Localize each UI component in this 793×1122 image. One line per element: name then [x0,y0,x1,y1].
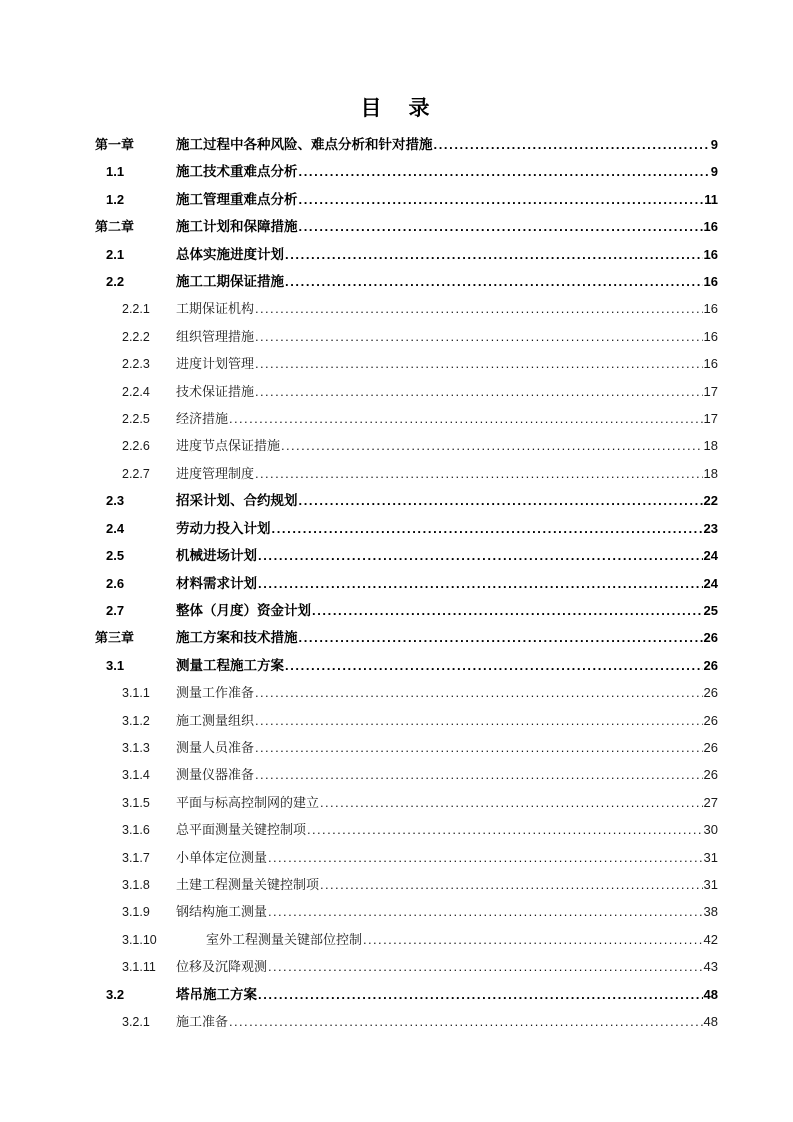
leader-dots [299,213,703,240]
toc-entry-title: 施工测量组织 [176,712,255,728]
toc-page-number: 48 [703,986,718,1002]
toc-entry-number: 2.2.2 [122,329,150,344]
toc-entry-number: 2.2.3 [122,357,150,372]
toc-page-number: 17 [703,411,718,427]
toc-page-number: 31 [703,849,718,865]
toc-page-number: 16 [703,246,718,262]
toc-entry-title: 进度计划管理 [176,356,255,372]
toc-entry[interactable] [0,158,793,185]
toc-page-number: 42 [703,931,718,947]
toc-entry-title: 施工准备 [176,1014,229,1029]
toc-page-number: 26 [703,739,718,755]
toc-entry-number: 2.2.4 [122,384,150,399]
toc-entry-title: 材料需求计划 [176,575,257,591]
toc-entry[interactable] [0,734,793,761]
toc-entry[interactable] [0,350,793,377]
toc-entry-title: 劳动力投入计划 [176,520,271,536]
toc-page-number: 24 [703,548,718,564]
toc-entry-number: 3.1.3 [122,740,150,755]
toc-entry-number: 第三章 [95,630,135,646]
toc-page-number: 26 [703,767,718,783]
leader-dots [307,816,703,843]
toc-entry-number: 2.1 [106,246,125,262]
toc-page-number: 26 [703,685,718,701]
toc-entry[interactable] [0,898,793,925]
toc-page-number: 9 [710,164,718,180]
leader-dots [255,295,703,322]
leader-dots [285,652,703,679]
toc-entry[interactable] [0,378,793,405]
leader-dots [258,981,703,1008]
toc-entry[interactable] [0,186,793,213]
toc-entry[interactable] [0,570,793,597]
toc-entry-number: 3.2.1 [122,1015,150,1029]
toc-entry-title: 测量人员准备 [176,739,255,755]
toc-page-number: 48 [703,1014,718,1029]
toc-entry-title: 位移及沉降观测 [176,959,268,975]
toc-entry-number: 3.1.1 [122,686,150,701]
toc-entry-title: 室外工程测量关键部位控制 [206,931,363,947]
toc-page-number: 31 [703,876,718,892]
toc-entry-title: 组织管理措施 [176,328,255,344]
leader-dots [229,1008,703,1035]
toc-entry-title: 总平面测量关键控制项 [176,822,307,838]
toc-entry-number: 2.2.5 [122,412,150,427]
toc-entry-title: 总体实施进度计划 [176,246,284,262]
toc-entry-number: 2.7 [106,602,125,618]
toc-entry[interactable] [0,405,793,432]
leader-dots [272,515,703,542]
leader-dots [285,268,703,295]
leader-dots [299,624,703,651]
toc-entry-number: 1.1 [106,164,125,180]
toc-page-number: 43 [703,959,718,975]
toc-entry[interactable] [0,213,793,240]
toc-entry[interactable] [0,131,793,158]
toc-entry-number: 3.1.11 [122,960,156,975]
leader-dots [255,460,703,487]
toc-entry-number: 3.2 [106,986,125,1002]
leader-dots [299,158,710,185]
toc-entry-title: 钢结构施工测量 [176,904,268,920]
toc-entry[interactable] [0,460,793,487]
toc-entry[interactable] [0,953,793,980]
leader-dots [255,378,703,405]
leader-dots [255,707,703,734]
toc-entry-title: 整体（月度）资金计划 [176,602,311,618]
toc-entry-title: 施工过程中各种风险、难点分析和针对措施 [176,137,433,152]
toc-entry-number: 3.1.9 [122,905,150,920]
toc-entry[interactable] [0,926,793,953]
leader-dots [255,323,703,350]
leader-dots [363,926,703,953]
toc-page-number: 26 [703,630,718,646]
toc-entry-title: 施工计划和保障措施 [176,219,298,235]
toc-page-number: 11 [704,191,718,207]
toc-entry-number: 3.1.4 [122,768,150,783]
toc-entry-number: 3.1.10 [122,932,157,947]
toc-entry-title: 小单体定位测量 [176,849,268,865]
toc-page-number: 17 [703,383,718,399]
toc-entry[interactable] [0,241,793,268]
toc-entry[interactable] [0,487,793,514]
leader-dots [255,679,703,706]
toc-entry-title: 进度节点保证措施 [176,438,281,454]
leader-dots [258,542,703,569]
leader-dots [255,350,703,377]
toc-entry-title: 平面与标高控制网的建立 [176,794,320,810]
toc-entry-title: 测量工程施工方案 [176,657,284,673]
toc-entry-number: 2.2.7 [122,466,150,481]
toc-entry[interactable] [0,597,793,624]
toc-entry-number: 3.1 [106,657,125,673]
toc-page-number: 26 [703,657,718,673]
toc-entry[interactable] [0,542,793,569]
toc-entry[interactable] [0,871,793,898]
toc-page-number: 38 [703,904,718,920]
toc-entry-number: 3.1.6 [122,823,150,838]
toc-entry[interactable] [0,789,793,816]
toc-entry-title: 经济措施 [176,411,229,427]
toc-entry-title: 招采计划、合约规划 [176,493,298,509]
toc-entry[interactable] [0,816,793,843]
leader-dots [229,405,703,432]
toc-entry-number: 3.1.7 [122,850,150,865]
toc-page-number: 18 [703,465,718,481]
toc-entry[interactable] [0,268,793,295]
leader-dots [255,761,703,788]
toc-page-number: 27 [703,794,718,810]
toc-entry-number: 2.4 [106,520,125,536]
toc-page-number: 16 [703,274,718,290]
toc-entry-number: 2.6 [106,575,125,591]
toc-entry[interactable] [0,844,793,871]
toc-entry-title: 施工管理重难点分析 [176,191,298,207]
toc-entry[interactable] [0,624,793,651]
leader-dots [285,241,703,268]
leader-dots [268,844,703,871]
toc-page-number: 16 [703,301,718,317]
toc-page-number: 25 [703,602,718,618]
toc-entry[interactable] [0,981,793,1008]
toc-page-number: 23 [703,520,718,536]
toc-page-number: 16 [703,219,718,235]
toc-page-number: 30 [703,822,718,838]
leader-dots [299,186,704,213]
toc-entry-number: 第一章 [95,137,135,152]
toc-entry-title: 进度管理制度 [176,465,255,481]
toc-entry-title: 塔吊施工方案 [176,986,257,1002]
toc-entry-title: 测量仪器准备 [176,767,255,783]
toc-page-number: 26 [703,712,718,728]
leader-dots [268,953,703,980]
toc-entry[interactable] [0,707,793,734]
toc-entry-number: 2.3 [106,493,125,509]
toc-entry-title: 技术保证措施 [176,383,255,399]
toc-list [0,131,793,1035]
toc-entry[interactable] [0,432,793,459]
toc-page-number: 16 [703,328,718,344]
toc-entry-number: 3.1.8 [122,877,150,892]
leader-dots [258,570,703,597]
toc-title: 目 录 [360,97,433,120]
toc-entry-number: 2.5 [106,548,125,564]
toc-entry[interactable] [0,761,793,788]
toc-entry[interactable] [0,323,793,350]
leader-dots [255,734,703,761]
toc-entry-title: 施工技术重难点分析 [176,164,298,180]
toc-entry-number: 2.2.6 [122,439,150,454]
toc-page-number: 9 [710,137,718,152]
leader-dots [320,871,703,898]
toc-entry-number: 2.2 [106,274,125,290]
toc-entry-title: 测量工作准备 [176,685,255,701]
toc-page-number: 16 [703,356,718,372]
toc-entry-title: 机械进场计划 [176,548,257,564]
toc-entry[interactable] [0,515,793,542]
leader-dots [434,131,710,158]
leader-dots [320,789,703,816]
toc-entry-number: 2.2.1 [122,302,150,317]
toc-entry[interactable] [0,679,793,706]
toc-entry-title: 施工工期保证措施 [176,274,284,290]
toc-page-number: 18 [703,438,718,454]
toc-entry-number: 3.1.2 [122,713,150,728]
toc-entry-number: 3.1.5 [122,795,150,810]
leader-dots [312,597,703,624]
toc-entry-title: 施工方案和技术措施 [176,630,298,646]
leader-dots [281,432,703,459]
toc-page-number: 22 [703,493,718,509]
leader-dots [299,487,703,514]
leader-dots [268,898,703,925]
toc-entry-number: 1.2 [106,191,125,207]
toc-entry-title: 土建工程测量关键控制项 [176,876,320,892]
toc-entry[interactable] [0,652,793,679]
toc-page-number: 24 [703,575,718,591]
toc-entry[interactable] [0,1008,793,1035]
toc-entry-number: 第二章 [95,219,135,235]
toc-entry-title: 工期保证机构 [176,301,255,317]
toc-entry[interactable] [0,295,793,322]
